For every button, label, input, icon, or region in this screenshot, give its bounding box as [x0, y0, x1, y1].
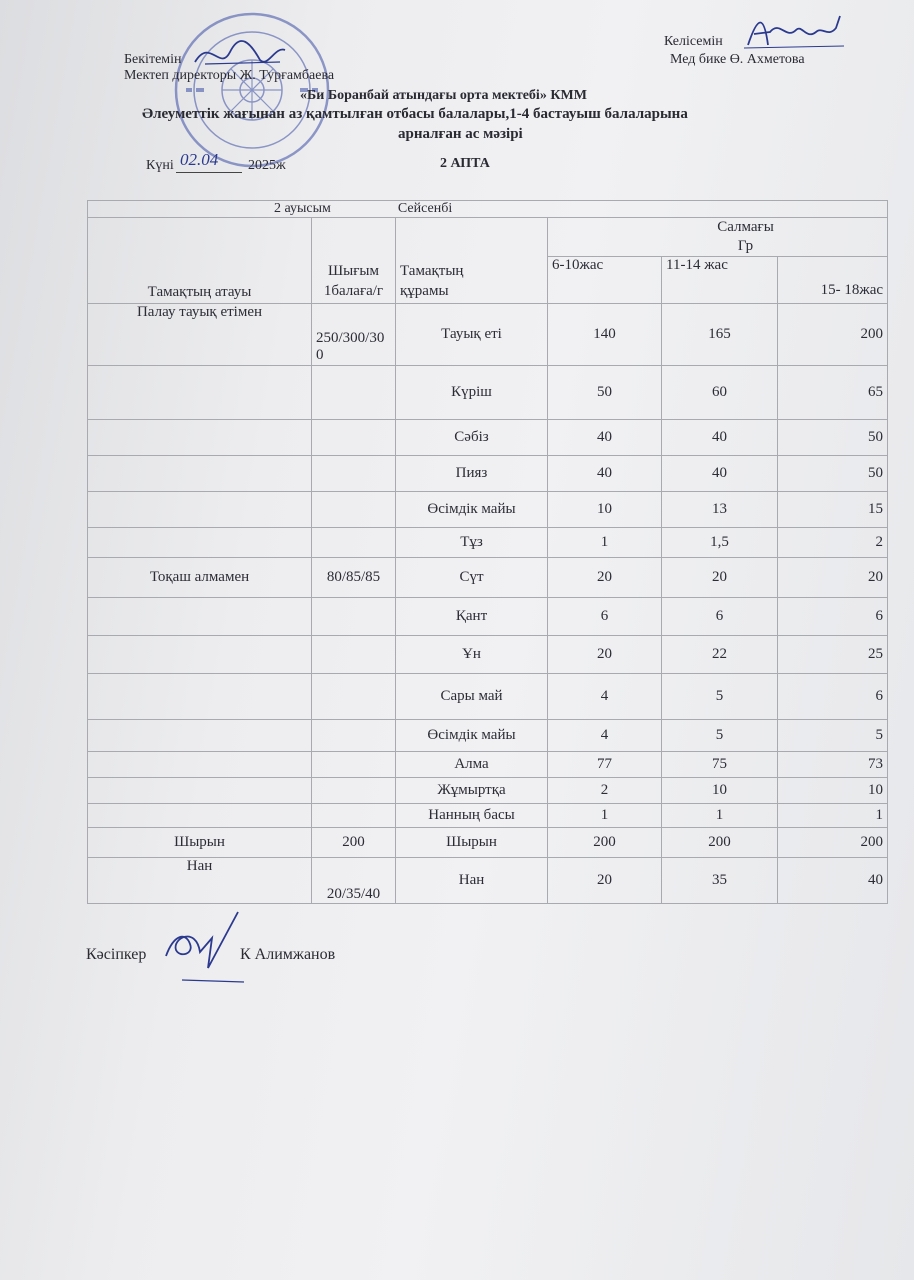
weight-15-18-cell: 200 — [778, 304, 888, 366]
director-signature — [190, 32, 290, 72]
approval-right-label: Келісемін — [664, 34, 723, 49]
yield-cell: 20/35/40 — [312, 858, 396, 904]
yield-cell — [312, 720, 396, 752]
yield-cell — [312, 492, 396, 528]
ingredient-cell: Тұз — [396, 528, 548, 558]
table-row — [88, 778, 888, 804]
header-row-1 — [88, 218, 888, 257]
weight-6-10-cell: 2 — [548, 778, 662, 804]
table-row — [88, 636, 888, 674]
weight-6-10-cell: 4 — [548, 720, 662, 752]
ingredient-cell: Шырын — [396, 828, 548, 858]
yield-cell — [312, 420, 396, 456]
weight-6-10-cell: 1 — [548, 528, 662, 558]
header-yield-line1: Шығым — [328, 263, 379, 279]
weight-15-18-cell: 50 — [778, 420, 888, 456]
table-row — [88, 558, 888, 598]
nurse-signature — [740, 10, 850, 52]
dish-cell: Тоқаш алмамен — [88, 558, 312, 598]
table-row — [88, 858, 888, 904]
weight-11-14-cell: 1 — [662, 804, 778, 828]
weight-11-14-cell: 40 — [662, 456, 778, 492]
weight-11-14-cell: 75 — [662, 752, 778, 778]
dish-cell: Нан — [88, 858, 312, 904]
ingredient-cell: Тауық еті — [396, 304, 548, 366]
weight-15-18-cell: 2 — [778, 528, 888, 558]
weight-15-18-cell: 73 — [778, 752, 888, 778]
weight-15-18-cell: 10 — [778, 778, 888, 804]
yield-cell — [312, 778, 396, 804]
ingredient-cell: Нанның басы — [396, 804, 548, 828]
weight-11-14-cell: 165 — [662, 304, 778, 366]
dish-cell — [88, 636, 312, 674]
table-row — [88, 528, 888, 558]
weight-11-14-cell: 20 — [662, 558, 778, 598]
weight-15-18-cell: 15 — [778, 492, 888, 528]
date-value: 02.04 — [180, 150, 219, 169]
weight-11-14-cell: 6 — [662, 598, 778, 636]
dish-cell — [88, 752, 312, 778]
weight-6-10-cell: 4 — [548, 674, 662, 720]
weight-6-10-cell: 140 — [548, 304, 662, 366]
dish-cell — [88, 720, 312, 752]
header-weight-line2: Гр — [737, 238, 754, 254]
yield-cell — [312, 674, 396, 720]
approval-left-label: Бекітемін — [124, 52, 182, 67]
ingredient-cell: Сары май — [396, 674, 548, 720]
weight-6-10-cell: 200 — [548, 828, 662, 858]
ingredient-cell: Өсімдік майы — [396, 492, 548, 528]
table-row — [88, 420, 888, 456]
table-row — [88, 752, 888, 778]
ingredient-cell: Нан — [396, 858, 548, 904]
approval-right-position: Мед бике Ө. Ахметова — [670, 52, 805, 67]
weight-6-10-cell: 20 — [548, 858, 662, 904]
weight-15-18-cell: 5 — [778, 720, 888, 752]
weight-11-14-cell: 22 — [662, 636, 778, 674]
weight-11-14-cell: 1,5 — [662, 528, 778, 558]
table-row — [88, 304, 888, 366]
weight-6-10-cell: 6 — [548, 598, 662, 636]
dish-cell — [88, 804, 312, 828]
weight-15-18-cell: 20 — [778, 558, 888, 598]
weight-11-14-cell: 35 — [662, 858, 778, 904]
weight-15-18-cell: 1 — [778, 804, 888, 828]
weight-15-18-cell: 25 — [778, 636, 888, 674]
weight-15-18-cell: 40 — [778, 858, 888, 904]
table-row — [88, 720, 888, 752]
menu-title-line1: Әлеуметтік жағынан аз қамтылған отбасы балалары,1-4 бастауыш балаларына — [142, 106, 688, 122]
header-weight — [548, 218, 888, 257]
dish-cell — [88, 456, 312, 492]
header-age-2: 11-14 жас — [662, 257, 778, 304]
table-row — [88, 828, 888, 858]
day-label: Сейсенбі — [397, 201, 453, 216]
ingredient-cell: Күріш — [396, 366, 548, 420]
table-row — [88, 804, 888, 828]
header-age-1: 6-10жас — [548, 257, 662, 304]
header-age-3: 15- 18жас — [778, 257, 888, 304]
ingredient-cell: Ұн — [396, 636, 548, 674]
weight-6-10-cell: 10 — [548, 492, 662, 528]
header-composition-line2: құрамы — [400, 283, 449, 299]
ingredient-cell: Сүт — [396, 558, 548, 598]
table-row — [88, 492, 888, 528]
yield-cell — [312, 366, 396, 420]
header-yield-line2: 1балаға/г — [323, 283, 384, 299]
weight-11-14-cell: 60 — [662, 366, 778, 420]
ingredient-cell: Жұмыртқа — [396, 778, 548, 804]
menu-title-line2: арналған ас мәзірі — [398, 126, 523, 142]
date-suffix: 2025ж — [248, 158, 286, 173]
weight-6-10-cell: 40 — [548, 420, 662, 456]
dish-cell — [88, 420, 312, 456]
dish-cell — [88, 528, 312, 558]
weight-11-14-cell: 10 — [662, 778, 778, 804]
header-yield — [312, 218, 396, 304]
yield-cell — [312, 456, 396, 492]
weight-11-14-cell: 5 — [662, 720, 778, 752]
weight-6-10-cell: 50 — [548, 366, 662, 420]
entrepreneur-signature — [160, 908, 250, 988]
yield-cell: 200 — [312, 828, 396, 858]
table-row — [88, 674, 888, 720]
date-underline — [176, 172, 242, 173]
weight-11-14-cell: 5 — [662, 674, 778, 720]
weight-15-18-cell: 6 — [778, 674, 888, 720]
header-weight-line1: Салмағы — [717, 219, 774, 235]
dish-cell — [88, 674, 312, 720]
weight-6-10-cell: 20 — [548, 558, 662, 598]
weight-6-10-cell: 77 — [548, 752, 662, 778]
dish-cell: Палау тауық етімен — [88, 304, 312, 366]
weight-11-14-cell: 13 — [662, 492, 778, 528]
weight-11-14-cell: 40 — [662, 420, 778, 456]
menu-body — [88, 304, 888, 904]
weight-15-18-cell: 200 — [778, 828, 888, 858]
ingredient-cell: Пияз — [396, 456, 548, 492]
yield-cell — [312, 528, 396, 558]
yield-cell: 80/85/85 — [312, 558, 396, 598]
weight-6-10-cell: 40 — [548, 456, 662, 492]
weight-6-10-cell: 1 — [548, 804, 662, 828]
yield-cell — [312, 636, 396, 674]
yield-cell — [312, 804, 396, 828]
weight-6-10-cell: 20 — [548, 636, 662, 674]
dish-cell — [88, 366, 312, 420]
entrepreneur-label: Кәсіпкер — [86, 946, 147, 963]
table-title-row — [88, 201, 888, 218]
yield-cell — [312, 598, 396, 636]
ingredient-cell: Өсімдік майы — [396, 720, 548, 752]
header-composition — [396, 218, 548, 304]
table-row — [88, 456, 888, 492]
ingredient-cell: Алма — [396, 752, 548, 778]
school-name: «Би Боранбай атындағы орта мектебі» КММ — [300, 88, 587, 103]
ingredient-cell: Қант — [396, 598, 548, 636]
header-dish: Тамақтың атауы — [88, 218, 312, 304]
yield-cell — [312, 752, 396, 778]
weight-15-18-cell: 6 — [778, 598, 888, 636]
dish-cell: Шырын — [88, 828, 312, 858]
dish-cell — [88, 598, 312, 636]
table-row — [88, 598, 888, 636]
dish-cell — [88, 492, 312, 528]
week-label: 2 АПТА — [440, 156, 490, 171]
weight-15-18-cell: 65 — [778, 366, 888, 420]
shift-label: 2 ауысым — [274, 201, 331, 216]
date-label: Күні — [146, 158, 174, 173]
menu-table — [87, 200, 888, 904]
yield-cell: 250/300/300 — [312, 304, 396, 366]
dish-cell — [88, 778, 312, 804]
approval-left-position: Мектеп директоры Ж. Турғамбаева — [124, 68, 335, 83]
table-row — [88, 366, 888, 420]
weight-15-18-cell: 50 — [778, 456, 888, 492]
weight-11-14-cell: 200 — [662, 828, 778, 858]
ingredient-cell: Сәбіз — [396, 420, 548, 456]
entrepreneur-name: К Алимжанов — [240, 946, 336, 963]
header-composition-line1: Тамақтың — [400, 263, 464, 279]
